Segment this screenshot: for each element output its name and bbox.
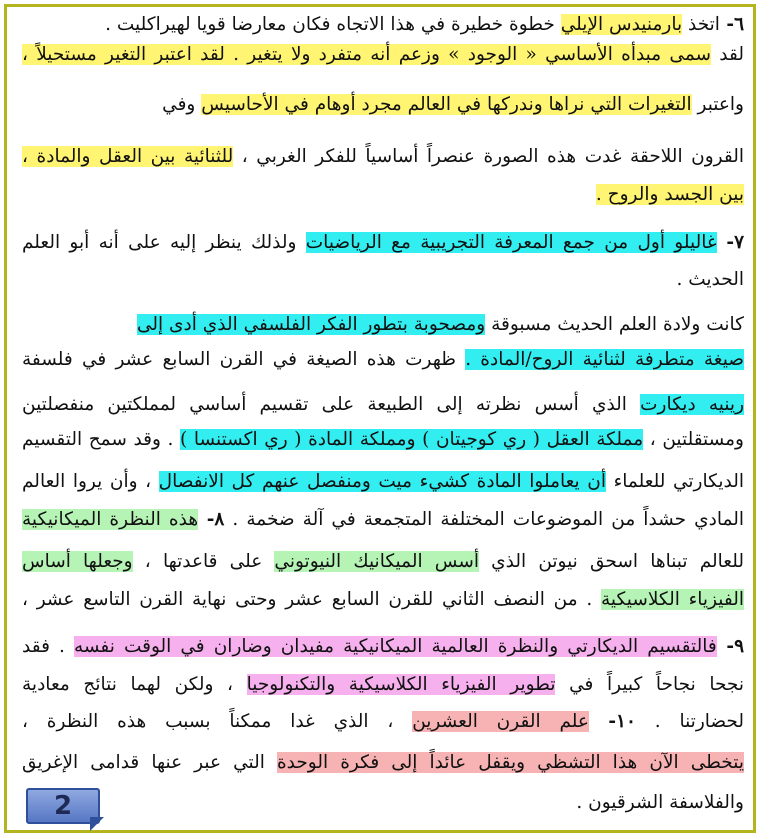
text-segment: الذي أسس نظرته إلى الطبيعة على تقسيم أساسي لمملكتين منفصلتين (22, 394, 641, 415)
text-line (22, 748, 744, 778)
text-line (22, 632, 744, 662)
text-segment: ، ولكن لهما نتائج معادية (22, 674, 247, 695)
text-segment: لحضارتنا . (635, 711, 745, 732)
text-segment: واعتبر (691, 94, 744, 115)
text-segment: ظهرت هذه الصيغة في القرن السابع عشر في فلسفة (22, 349, 466, 370)
text-segment: القرون اللاحقة غدت هذه الصورة عنصراً أساسياً للفكر الغربي ، (233, 146, 744, 167)
text-line (22, 585, 744, 615)
text-segment: والفلاسفة الشرقيون . (576, 792, 744, 813)
page-number-badge (26, 788, 100, 824)
text-line (596, 180, 744, 210)
text-segment: نجحا نجاحاً كبيراً في (555, 674, 744, 695)
text-line (676, 265, 744, 295)
text-segment: لقد (711, 44, 744, 65)
text-segment: وفي (162, 94, 202, 115)
highlighted-text: سمى مبدأه الأساسي « الوجود » وزعم أنه متفرد ولا يتغير . لقد اعتبر التغير مستحيلاً ، (22, 44, 712, 65)
highlighted-text: غاليلو أول من جمع المعرفة التجريبية مع الرياضيات (305, 232, 717, 253)
highlighted-text: يتخطى الآن هذا التشظي ويقفل عائداً إلى فكرة الوحدة (276, 752, 744, 773)
text-line (22, 707, 744, 737)
page-number: 2 (53, 791, 73, 821)
text-line (22, 467, 744, 497)
badge-tail (90, 817, 104, 831)
item-number: ٦- (719, 14, 744, 35)
text-segment: ومستقلتين ، (643, 429, 744, 450)
item-number: ٩- (716, 636, 744, 657)
text-line (22, 345, 744, 375)
highlighted-text: هذه النظرة الميكانيكية (22, 509, 199, 530)
text-segment: ، وأن يروا العالم (22, 471, 159, 492)
text-line (22, 505, 744, 535)
text-line (22, 390, 744, 420)
text-line (137, 310, 744, 340)
highlighted-text: رينيه ديكارت (640, 394, 745, 415)
text-segment: . فقد (22, 636, 74, 657)
text-segment: المادي حشداً من الموضوعات المختلفة المتجمعة في آلة ضخمة . (224, 509, 744, 530)
highlighted-text: للثنائية بين العقل والمادة ، (22, 146, 234, 167)
highlighted-text: أن يعاملوا المادة كشيء ميت ومنفصل عنهم كل الانفصال (158, 471, 606, 492)
highlighted-text: وجعلها أساس (22, 551, 133, 572)
text-line (22, 40, 744, 70)
text-segment: خطوة خطيرة في هذا الاتجاه فكان معارضا قويا لهيراكليت . (105, 14, 561, 35)
text-segment: . من النصف الثاني للقرن السابع عشر وحتى نهاية القرن التاسع عشر ، (22, 589, 602, 610)
highlighted-text: بين الجسد والروح . (595, 184, 744, 205)
text-segment: للعالم تبناها اسحق نيوتن الذي (479, 551, 744, 572)
text-segment: . وقد سمح التقسيم (22, 429, 181, 450)
text-segment: التي عبر عنها قدامى الإغريق (22, 752, 277, 773)
text-line (105, 10, 744, 40)
text-segment: كانت ولادة العلم الحديث مسبوقة (485, 314, 744, 335)
highlighted-text: فالتقسيم الديكارتي والنظرة العالمية الميكانيكية مفيدان وضاران في الوقت نفسه (73, 636, 717, 657)
highlighted-text: التغيرات التي نراها وندركها في العالم مجرد أوهام في الأحاسيس (201, 94, 692, 115)
highlighted-text: علم القرن العشرين (412, 711, 589, 732)
text-segment: على قاعدتها ، (132, 551, 275, 572)
text-line (576, 788, 744, 818)
text-segment: الديكارتي للعلماء (606, 471, 744, 492)
text-line (22, 670, 744, 700)
text-line (22, 425, 744, 455)
text-segment: اتخذ (682, 14, 720, 35)
text-segment: ولذلك ينظر إليه على أنه أبو العلم (22, 232, 306, 253)
text-line (162, 90, 744, 120)
text-line (22, 547, 744, 577)
text-line (22, 228, 744, 258)
highlighted-text: أسس الميكانيك النيوتوني (274, 551, 479, 572)
highlighted-text: صيغة متطرفة لثنائية الروح/المادة . (465, 349, 744, 370)
highlighted-text: مملكة العقل ( ري كوجيتان ) ومملكة المادة ( ري اكستنسا ) (180, 429, 644, 450)
item-number: ٨- (198, 509, 225, 530)
text-segment: الحديث . (676, 269, 744, 290)
highlighted-text: بارمنيدس الإيلي (560, 14, 683, 35)
text-segment: ، الذي غدا ممكناً بسبب هذه النظرة ، (22, 711, 413, 732)
item-number: ١٠- (588, 711, 636, 732)
text-line (22, 142, 744, 172)
highlighted-text: ومصحوبة بتطور الفكر الفلسفي الذي أدى إلى (136, 314, 486, 335)
item-number: ٧- (716, 232, 745, 253)
highlighted-text: تطوير الفيزياء الكلاسيكية والتكنولوجيا (246, 674, 556, 695)
highlighted-text: الفيزياء الكلاسيكية (601, 589, 745, 610)
